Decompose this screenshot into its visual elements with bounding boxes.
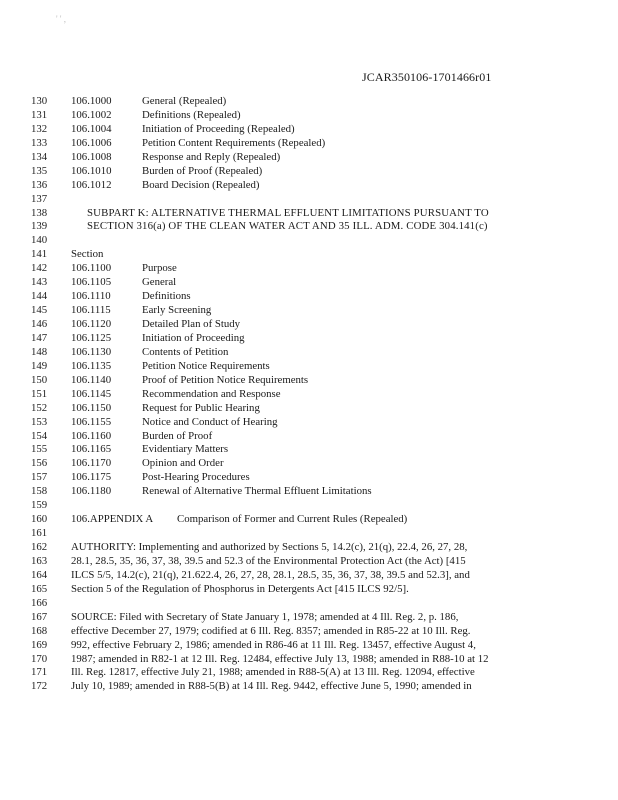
section-title: Renewal of Alternative Thermal Effluent Limitations xyxy=(142,485,372,498)
line-number: 167 xyxy=(31,610,48,623)
line-number: 151 xyxy=(31,387,48,400)
section-code: 106.1135 xyxy=(71,359,112,372)
section-title: Notice and Conduct of Hearing xyxy=(142,415,278,428)
authority-line xyxy=(31,541,611,555)
section-code: 106.1012 xyxy=(71,178,112,191)
line-number: 172 xyxy=(31,680,48,693)
line-number: 142 xyxy=(31,262,48,275)
section-row xyxy=(31,430,611,444)
section-code: 106.1170 xyxy=(71,457,112,470)
section-title: Petition Content Requirements (Repealed) xyxy=(142,136,326,149)
section-title: Burden of Proof (Repealed) xyxy=(142,164,263,177)
blank-line xyxy=(31,527,611,541)
source-line xyxy=(31,625,611,639)
section-row xyxy=(31,485,611,499)
section-title: Early Screening xyxy=(142,304,212,317)
repealed-section-row xyxy=(31,179,611,193)
section-label-row xyxy=(31,248,611,262)
section-label: Section xyxy=(71,248,104,261)
section-row xyxy=(31,360,611,374)
subpart-heading-text: SECTION 316(a) OF THE CLEAN WATER ACT AND 35 ILL. ADM. CODE 304.141(c) xyxy=(87,220,488,233)
subpart-heading-line xyxy=(31,220,611,234)
line-number: 147 xyxy=(31,331,48,344)
section-code: 106.1140 xyxy=(71,373,112,386)
section-row xyxy=(31,318,611,332)
appendix-code: 106.APPENDIX A xyxy=(71,513,154,526)
blank-line xyxy=(31,597,611,611)
section-code: 106.1175 xyxy=(71,471,112,484)
section-title: Opinion and Order xyxy=(142,457,224,470)
section-title: Post-Hearing Procedures xyxy=(142,471,250,484)
section-code: 106.1115 xyxy=(71,304,111,317)
line-number: 156 xyxy=(31,457,48,470)
section-code: 106.1125 xyxy=(71,331,112,344)
line-number: 143 xyxy=(31,276,48,289)
line-number: 146 xyxy=(31,318,48,330)
section-title: Proof of Petition Notice Requirements xyxy=(142,373,309,386)
section-row xyxy=(31,262,611,276)
section-title: Board Decision (Repealed) xyxy=(142,178,260,191)
section-title: Request for Public Hearing xyxy=(142,401,260,414)
line-number: 168 xyxy=(31,624,48,637)
section-title: Definitions xyxy=(142,290,191,303)
line-number: 150 xyxy=(31,373,48,386)
section-row xyxy=(31,346,611,360)
section-row xyxy=(31,416,611,430)
section-code: 106.1130 xyxy=(71,345,112,358)
line-number: 139 xyxy=(31,220,48,233)
section-row xyxy=(31,388,611,402)
authority-text: ILCS 5/5, 14.2(c), 21(q), 21.622.4, 26, 27, 28, 28.1, 28.5, 35, 36, 37, 38, 39.5 and 52.3], and xyxy=(71,568,470,581)
line-number: 136 xyxy=(31,178,48,191)
source-line xyxy=(31,680,611,694)
line-number: 154 xyxy=(31,429,48,442)
line-number: 134 xyxy=(31,150,48,163)
section-code: 106.1010 xyxy=(71,164,112,177)
section-row xyxy=(31,402,611,416)
authority-text: AUTHORITY: Implementing and authorized by Sections 5, 14.2(c), 21(q), 22.4, 26, 27, 28, xyxy=(71,541,468,553)
line-number: 169 xyxy=(31,638,48,651)
section-row xyxy=(31,471,611,485)
line-number: 141 xyxy=(31,248,48,261)
section-code: 106.1110 xyxy=(71,290,111,303)
section-code: 106.1002 xyxy=(71,108,112,121)
section-code: 106.1100 xyxy=(71,262,112,275)
line-number: 153 xyxy=(31,415,48,428)
section-title: Purpose xyxy=(142,262,177,275)
section-title: Response and Reply (Repealed) xyxy=(142,150,281,163)
section-title: Initiation of Proceeding (Repealed) xyxy=(142,122,295,135)
document-body xyxy=(31,95,611,694)
section-title: Detailed Plan of Study xyxy=(142,318,241,330)
section-row xyxy=(31,276,611,290)
source-text: 992, effective February 2, 1986; amended in R86-46 at 11 Ill. Reg. 13457, effective August 4, xyxy=(71,638,476,651)
section-code: 106.1180 xyxy=(71,485,112,498)
line-number: 149 xyxy=(31,359,48,372)
section-title: Evidentiary Matters xyxy=(142,443,229,456)
blank-line xyxy=(31,499,611,513)
repealed-section-row xyxy=(31,165,611,179)
appendix-row xyxy=(31,513,611,527)
source-text: 1987; amended in R82-1 at 12 Ill. Reg. 12484, effective July 13, 1988; amended in R88-10 at 12 xyxy=(71,652,489,665)
source-line xyxy=(31,666,611,680)
source-line xyxy=(31,639,611,653)
section-title: Recommendation and Response xyxy=(142,387,281,400)
authority-text: 28.1, 28.5, 35, 36, 37, 38, 39.5 and 52.3 of the Environmental Protection Act (the Act) [415 xyxy=(71,554,466,567)
section-row xyxy=(31,304,611,318)
section-title: General xyxy=(142,276,177,289)
section-title: Contents of Petition xyxy=(142,345,229,358)
line-number: 131 xyxy=(31,108,48,121)
source-line xyxy=(31,653,611,667)
line-number: 160 xyxy=(31,513,48,526)
section-code: 106.1008 xyxy=(71,150,112,163)
scan-artifact-mark: ' ' , xyxy=(56,14,66,24)
repealed-section-row xyxy=(31,137,611,151)
section-title: Initiation of Proceeding xyxy=(142,331,245,344)
blank-line xyxy=(31,234,611,248)
line-number: 132 xyxy=(31,122,48,135)
section-title: General (Repealed) xyxy=(142,95,227,107)
section-code: 106.1006 xyxy=(71,136,112,149)
section-title: Burden of Proof xyxy=(142,429,213,442)
line-number: 163 xyxy=(31,554,48,567)
repealed-section-row xyxy=(31,151,611,165)
section-code: 106.1004 xyxy=(71,122,112,135)
authority-line xyxy=(31,583,611,597)
section-code: 106.1120 xyxy=(71,318,112,330)
section-row xyxy=(31,332,611,346)
line-number: 152 xyxy=(31,401,48,414)
line-number: 135 xyxy=(31,164,48,177)
section-code: 106.1000 xyxy=(71,95,112,107)
line-number: 170 xyxy=(31,652,48,665)
subpart-heading-line xyxy=(31,207,611,221)
line-number: 145 xyxy=(31,304,48,317)
line-number: 158 xyxy=(31,485,48,498)
line-number: 138 xyxy=(31,206,48,219)
source-line xyxy=(31,611,611,625)
appendix-title: Comparison of Former and Current Rules (Repealed) xyxy=(177,513,408,526)
line-number: 144 xyxy=(31,290,48,303)
authority-line xyxy=(31,569,611,583)
repealed-section-row xyxy=(31,95,611,109)
section-code: 106.1150 xyxy=(71,401,112,414)
repealed-section-row xyxy=(31,123,611,137)
authority-text: Section 5 of the Regulation of Phosphorus in Detergents Act [415 ILCS 92/5]. xyxy=(71,582,409,595)
source-text: Ill. Reg. 12817, effective July 21, 1988; amended in R88-5(A) at 13 Ill. Reg. 12094, effective xyxy=(71,666,475,679)
source-text: effective December 27, 1979; codified at 6 Ill. Reg. 8357; amended in R85-22 at 10 Ill. Reg. xyxy=(71,624,471,637)
line-number: 164 xyxy=(31,568,48,581)
blank-line xyxy=(31,193,611,207)
section-title: Petition Notice Requirements xyxy=(142,359,270,372)
line-number: 166 xyxy=(31,596,48,609)
authority-line xyxy=(31,555,611,569)
section-code: 106.1105 xyxy=(71,276,112,289)
document-id: JCAR350106-1701466r01 xyxy=(362,70,492,84)
line-number: 162 xyxy=(31,541,48,553)
section-code: 106.1160 xyxy=(71,429,112,442)
line-number: 171 xyxy=(31,666,48,679)
section-row xyxy=(31,457,611,471)
subpart-heading-text: SUBPART K: ALTERNATIVE THERMAL EFFLUENT LIMITATIONS PURSUANT TO xyxy=(87,206,489,219)
section-code: 106.1145 xyxy=(71,387,112,400)
repealed-section-row xyxy=(31,109,611,123)
line-number: 155 xyxy=(31,443,48,456)
section-code: 106.1155 xyxy=(71,415,112,428)
section-row xyxy=(31,374,611,388)
line-number: 165 xyxy=(31,582,48,595)
line-number: 157 xyxy=(31,471,48,484)
section-row xyxy=(31,443,611,457)
line-number: 133 xyxy=(31,136,48,149)
source-text: SOURCE: Filed with Secretary of State January 1, 1978; amended at 4 Ill. Reg. 2, p. 186, xyxy=(71,610,459,623)
section-title: Definitions (Repealed) xyxy=(142,108,241,121)
line-number: 148 xyxy=(31,345,48,358)
line-number: 159 xyxy=(31,499,48,512)
section-code: 106.1165 xyxy=(71,443,112,456)
line-number: 137 xyxy=(31,192,48,205)
section-row xyxy=(31,290,611,304)
source-text: July 10, 1989; amended in R88-5(B) at 14 Ill. Reg. 9442, effective June 5, 1990; amended in xyxy=(71,680,472,693)
line-number: 130 xyxy=(31,95,48,107)
line-number: 161 xyxy=(31,527,48,540)
line-number: 140 xyxy=(31,234,48,247)
